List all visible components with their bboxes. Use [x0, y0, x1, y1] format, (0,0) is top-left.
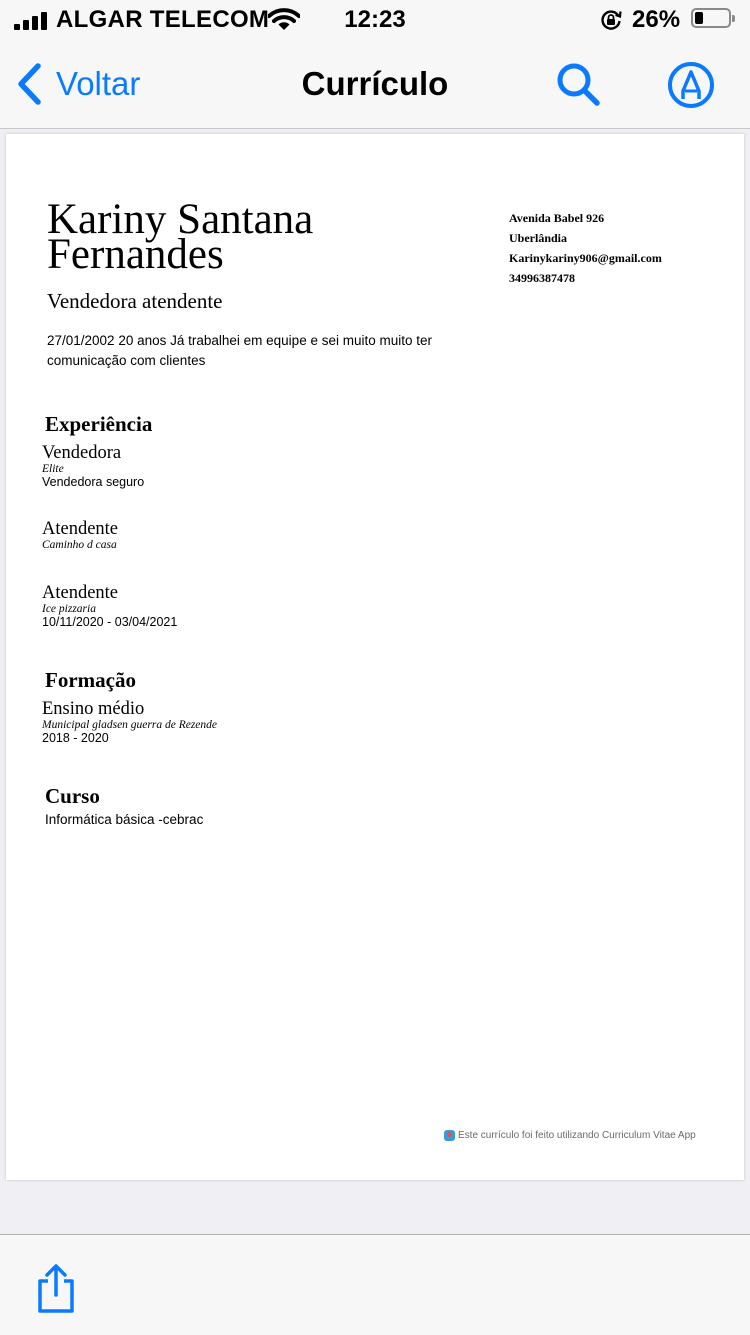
footer-note [444, 1130, 696, 1141]
experience-detail: Vendedora seguro [42, 475, 145, 489]
education-dates: 2018 - 2020 [42, 731, 109, 745]
resume-page [6, 134, 744, 1180]
experience-entry [42, 583, 177, 629]
education-entry [42, 699, 217, 745]
experience-entry [42, 443, 144, 489]
battery-percent: 26% [632, 6, 681, 33]
contact-address: Avenida Babel 926 [509, 211, 605, 225]
job-title: Vendedora atendente [47, 289, 223, 313]
summary-text: 27/01/2002 20 anos Já trabalhei em equipe e sei muito muito ter comunicação com clientes [47, 333, 432, 368]
candidate-name: Kariny Santana Fernandes [47, 196, 314, 278]
contact-city: Uberlândia [509, 231, 568, 245]
experience-detail: 10/11/2020 - 03/04/2021 [42, 615, 178, 629]
markup-icon[interactable] [666, 60, 716, 110]
app-icon [444, 1130, 455, 1141]
experience-heading: Experiência [45, 412, 153, 436]
orientation-lock-icon [600, 9, 622, 31]
course-heading: Curso [45, 784, 100, 808]
carrier-name: ALGAR TELECOM [56, 6, 270, 33]
bottom-toolbar [0, 1234, 750, 1335]
battery-icon [691, 8, 731, 28]
course-text: Informática básica -cebrac [45, 812, 204, 827]
experience-role: Atendente [42, 519, 119, 539]
back-label: Voltar [56, 65, 141, 102]
experience-org: Elite [42, 463, 64, 475]
navigation-bar [0, 40, 750, 129]
search-icon[interactable] [554, 60, 602, 108]
education-school: Municipal gladsen guerra de Rezende [42, 719, 218, 731]
share-icon[interactable] [34, 1263, 78, 1315]
contact-block [509, 208, 662, 288]
contact-email: Karinykariny906@gmail.com [509, 251, 662, 265]
experience-role: Vendedora [42, 443, 122, 463]
education-heading: Formação [45, 668, 136, 692]
experience-org: Caminho d casa [42, 539, 117, 551]
contact-phone: 34996387478 [509, 271, 575, 285]
experience-org: Ice pizzaria [42, 603, 96, 615]
education-degree: Ensino médio [42, 699, 145, 719]
status-bar [0, 0, 750, 40]
footer-note-text: Este currículo foi feito utilizando Curriculum Vitae App [458, 1130, 696, 1141]
clock: 12:23 [344, 6, 406, 33]
page-title: Currículo [301, 65, 449, 102]
experience-entry [42, 519, 118, 551]
experience-role: Atendente [42, 583, 119, 603]
